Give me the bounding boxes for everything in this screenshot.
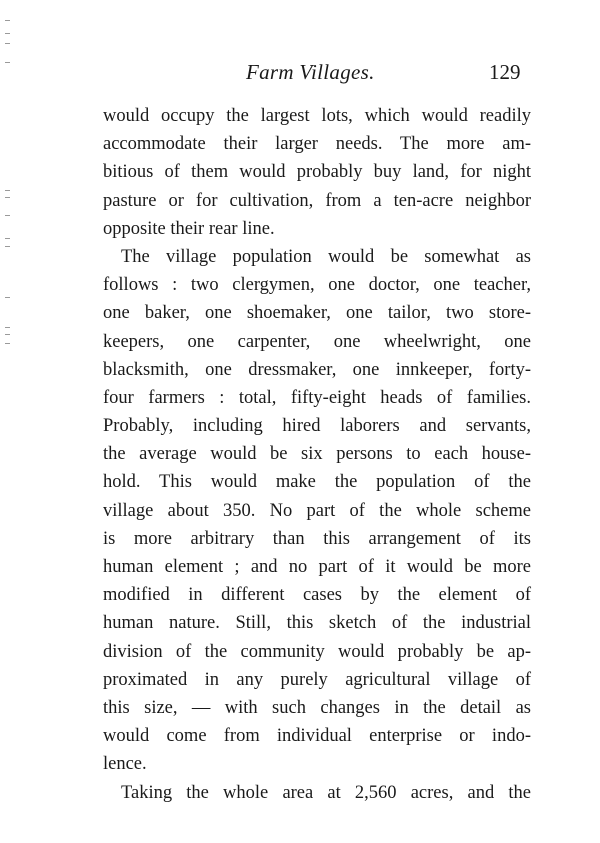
- text-line: four farmers : total, fifty-eight heads of families.: [103, 387, 531, 408]
- margin-tick: [5, 343, 10, 344]
- text-line: division of the community would probably be ap-: [103, 641, 531, 662]
- text-line: one baker, one shoemaker, one tailor, two store-: [103, 303, 531, 324]
- margin-tick: [5, 20, 10, 21]
- margin-tick: [5, 43, 10, 44]
- text-line: the average would be six persons to each house-: [103, 444, 531, 465]
- text-line: would come from individual enterprise or indo-: [103, 726, 531, 747]
- text-line: human element ; and no part of it would be more: [103, 557, 531, 577]
- text-line: keepers, one carpenter, one wheelwright, one: [103, 331, 531, 352]
- text-line: village about 350. No part of the whole scheme: [103, 500, 531, 521]
- body-text: [103, 102, 531, 807]
- running-title: Farm Villages.: [246, 60, 375, 84]
- text-line: human nature. Still, this sketch of the industrial: [103, 613, 531, 634]
- text-line: Probably, including hired laborers and servants,: [103, 416, 531, 437]
- text-line: bitious of them would probably buy land, for night: [103, 162, 531, 183]
- margin-tick: [5, 334, 10, 335]
- text-line: The village population would be somewhat as: [121, 246, 531, 267]
- text-line: modified in different cases by the element of: [103, 585, 531, 606]
- text-line: opposite their rear line.: [103, 218, 275, 239]
- text-line: follows : two clergymen, one doctor, one teacher,: [103, 275, 531, 296]
- margin-tick: [5, 62, 10, 63]
- text-line: Taking the whole area at 2,560 acres, and the: [121, 782, 531, 803]
- text-line: hold. This would make the population of the: [103, 472, 531, 493]
- text-line: is more arbitrary than this arrangement of its: [103, 528, 531, 549]
- margin-tick: [5, 246, 10, 247]
- text-line: this size, — with such changes in the detail as: [103, 697, 531, 718]
- text-line: accommodate their larger needs. The more am-: [103, 134, 531, 155]
- text-line: blacksmith, one dressmaker, one innkeeper, forty-: [103, 359, 531, 380]
- margin-tick: [5, 197, 10, 198]
- text-line: lence.: [103, 754, 147, 775]
- margin-tick: [5, 238, 10, 239]
- text-line: proximated in any purely agricultural village of: [103, 669, 531, 690]
- page-number: 129: [489, 60, 521, 84]
- text-line: would occupy the largest lots, which would readily: [103, 106, 531, 126]
- margin-tick: [5, 327, 10, 328]
- margin-tick: [5, 297, 10, 298]
- margin-tick: [5, 215, 10, 216]
- margin-tick: [5, 33, 10, 34]
- text-line: pasture or for cultivation, from a ten-acre neighbor: [103, 190, 531, 211]
- margin-tick: [5, 190, 10, 191]
